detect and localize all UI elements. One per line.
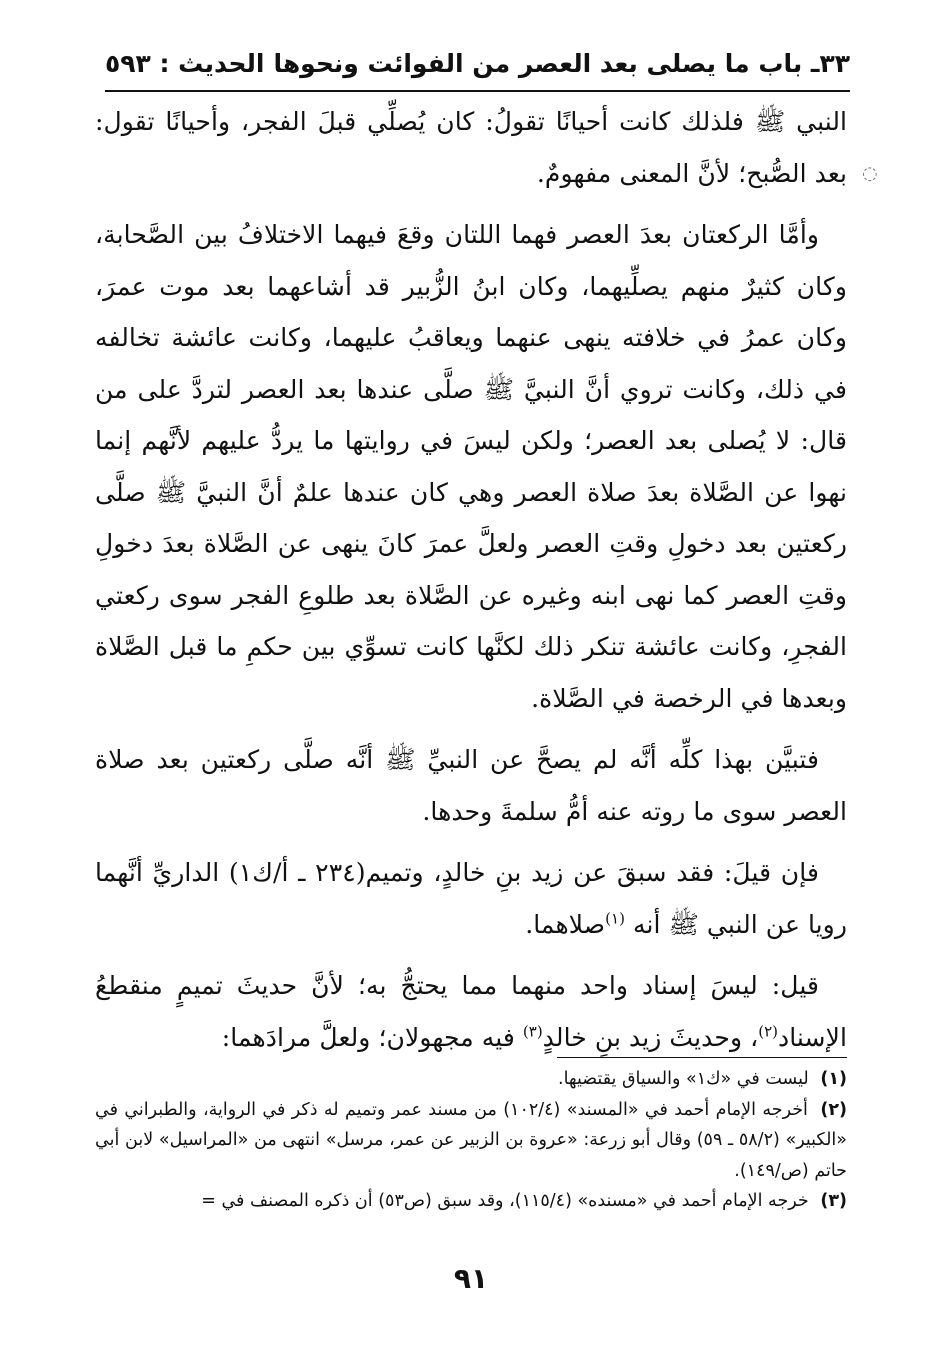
paragraph-5-text-b: ، وحديثَ زيد بنِ خالدٍ — [542, 1022, 759, 1052]
footnote-rule — [557, 1057, 847, 1058]
page-number: ٩١ — [453, 1262, 489, 1295]
footnote-number: (٢) — [820, 1099, 847, 1120]
paragraph-5 — [95, 960, 847, 1063]
footnote-number: (١) — [820, 1069, 847, 1089]
running-header — [105, 42, 850, 84]
paragraph-2: وأمَّا الركعتان بعدَ العصر فهما اللتان وقعَ فيهما الاختلافُ بين الصَّحابة، وكان كثيرٌ منهم يصلِّيهما، وكان ابنُ الزُّبير قد أشاعهما بعد موت عمرَ، وكان عمرُ في خلافته ينهى عنهما ويعاقبُ عليهما، وكانت عائشة تخالفه في ذلك، وكانت تروي أنَّ النبيَّ ﷺ صلَّى عندها بعد العصر لتردَّ على من قال: لا يُصلى بعد العصر؛ ولكن ليسَ في روايتها ما يردُّ عليهم لأنَّهم إنما نهوا عن الصَّلاة بعدَ صلاة العصر وهي كان عندها علمٌ أنَّ النبيَّ ﷺ صلَّى ركعتين بعد دخولِ وقتِ العصر ولعلَّ عمرَ كانَ ينهى عن الصَّلاة بعدَ دخولِ وقتِ العصر كما نهى ابنه وغيره عن الصَّلاة بعد طلوعِ الفجر سوى ركعتي الفجرِ، وكانت عائشة تنكر ذلك لكنَّها كانت تسوِّي بين حكمِ ما قبل الصَّلاة وبعدها في الرخصة في الصَّلاة. — [95, 220, 847, 713]
footnote-3 — [95, 1186, 847, 1217]
paragraph-3: فتبيَّن بهذا كلِّه أنَّه لم يصحَّ عن النبيِّ ﷺ أنَّه صلَّى ركعتين بعد صلاة العصر سوى ما روته عنه أمُّ سلمةَ وحدها. — [95, 745, 847, 826]
paragraph-1: النبي ﷺ فلذلك كانت أحيانًا تقولُ: كان يُصلِّي قبلَ الفجر، وأحيانًا تقول: بعد الصُّبح؛ لأنَّ المعنى مفهومٌ. — [95, 107, 847, 188]
margin-mark-icon: ◌ — [862, 163, 878, 184]
footnote-text: ليست في «ك١» والسياق يقتضيها. — [558, 1069, 809, 1089]
footnotes — [95, 1064, 847, 1217]
paragraph-4-text-b: صلاهما. — [525, 909, 606, 939]
paragraph-4 — [95, 847, 847, 950]
footnote-text: أخرجه الإمام أحمد في «المسند» (١٠٢/٤) من مسند عمر وتميم له ذكر في الرواية، والطبراني في «الكبير» (٥٨/٢ ـ ٥٩) وقال أبو زرعة: «عروة بن الزبير عن عمر، مرسل» انتهى من «المراسيل» لابن أبي حاتم (ص/١٤٩). — [95, 1099, 847, 1181]
paragraph-4-text-a: فإن قيلَ: فقد سبقَ عن زيد بنِ خالدٍ، وتميم(٢٣٤ ـ أ/ك١) الداريِّ أنَّهما رويا عن النبي ﷺ أنه — [95, 858, 847, 939]
paragraph-5-text-c: فيه مجهولان؛ ولعلَّ مرادَهما: — [221, 1022, 523, 1052]
paragraph-5-text-a: قيل: ليسَ إسناد واحد منهما مما يحتجُّ به؛ لأنَّ حديثَ تميمٍ منقطعُ الإسناد — [95, 971, 847, 1052]
footnote-marker-3[interactable]: (٣) — [522, 1022, 543, 1041]
chapter-title: ٣٣ـ باب ما يصلى بعد العصر من الفوائت ونحوها — [273, 48, 850, 78]
footnote-marker-1[interactable]: (١) — [605, 909, 625, 928]
footnote-marker-2[interactable]: (٢) — [758, 1022, 779, 1041]
header-rule — [105, 90, 850, 92]
footnote-text: خرجه الإمام أحمد في «مسنده» (١١٥/٤)، وقد سبق (ص٥٣) أن ذكره المصنف في = — [201, 1191, 809, 1211]
footnote-1 — [95, 1064, 847, 1095]
footnote-number: (٣) — [820, 1191, 847, 1211]
main-text — [95, 96, 847, 1073]
hadith-reference: الحديث : ٥٩٣ — [105, 48, 265, 78]
footnote-2 — [95, 1095, 847, 1187]
